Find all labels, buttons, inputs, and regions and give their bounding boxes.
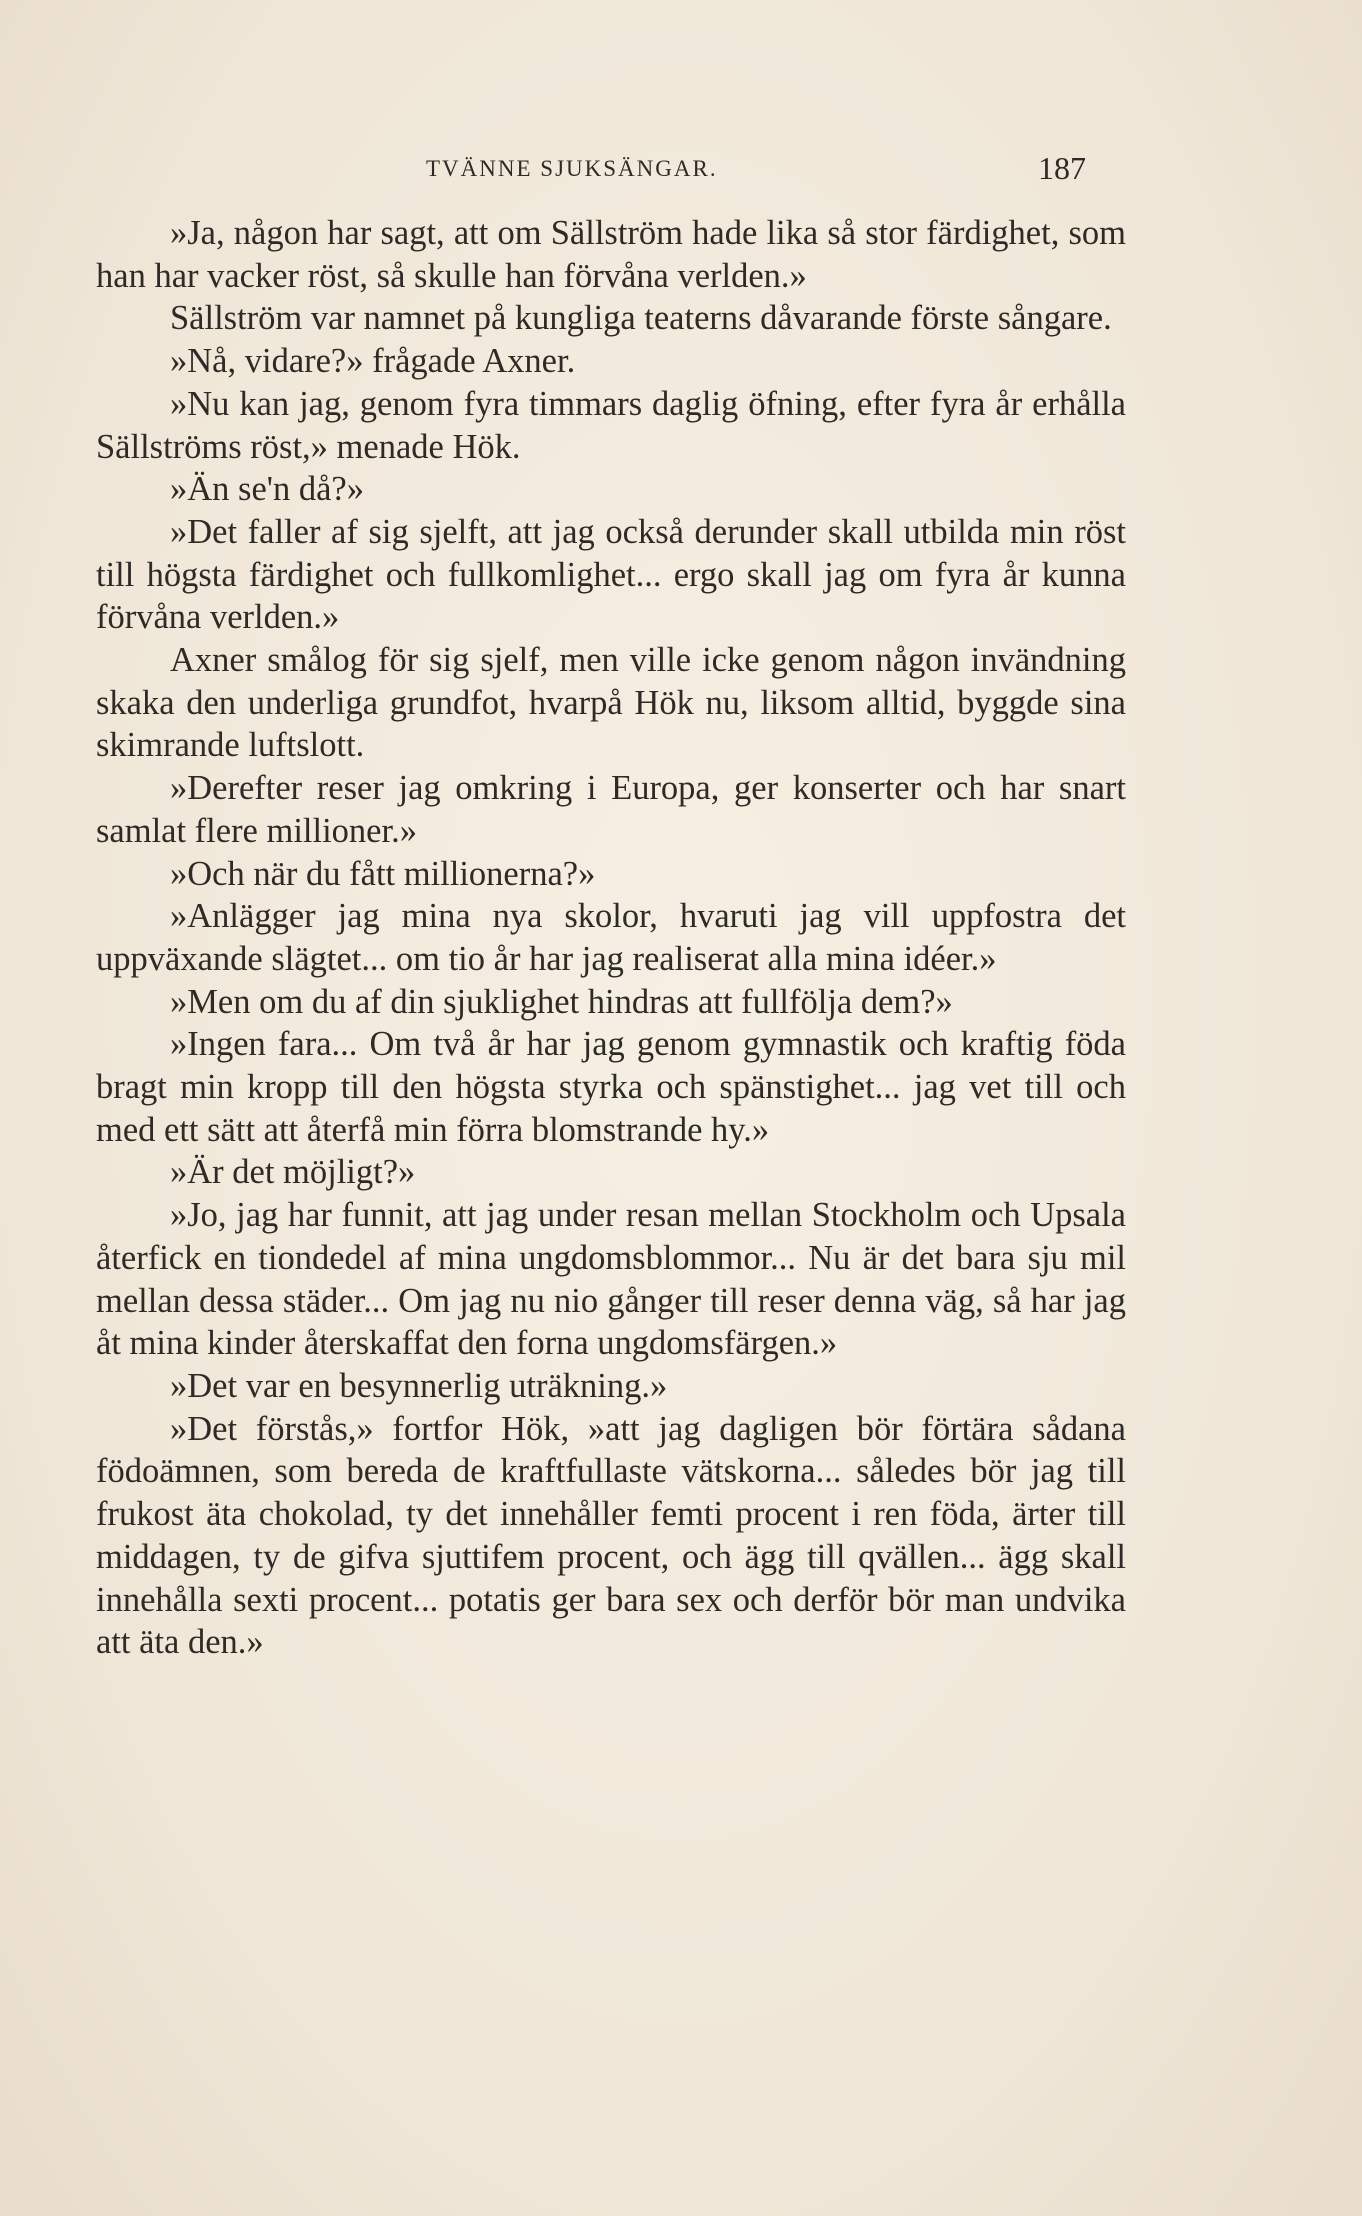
paragraph: »Och när du fått millionerna?» <box>170 854 596 893</box>
paragraph: »Nå, vidare?» frågade Axner. <box>170 342 576 381</box>
paragraph: »Det förstås,» fortfor Hök, »att jag dagligen bör förtära sådana födoämnen, som bereda de kraftfullaste vätskorna... således bör jag till frukost äta chokolad, ty det innehåller femti procent i ren föda, ärter till middagen, ty de gifva sjuttifem procent, och ägg till qvällen... ägg skall innehålla sexti procent... potatis ger bara sex och derför bör man undvika att äta den.» <box>96 1409 1126 1662</box>
paragraph: »Ingen fara... Om två år har jag genom gymnastik och kraftig föda bragt min kropp till den högsta styrka och spänstighet... jag vet till och med ett sätt att återfå min förra blomstrande hy.» <box>96 1025 1126 1149</box>
paragraph: »Men om du af din sjuklighet hindras att fullfölja dem?» <box>170 982 953 1021</box>
paragraph: »Ja, någon har sagt, att om Sällström hade lika så stor färdighet, som han har vacker röst, så skulle han förvåna verlden.» <box>96 214 1126 295</box>
page-body <box>96 212 1126 1664</box>
page-number: 187 <box>1038 150 1086 186</box>
paragraph: »Derefter reser jag omkring i Europa, ger konserter och har snart samlat flere millioner.» <box>96 769 1126 850</box>
paragraph: »Jo, jag har funnit, att jag under resan mellan Stockholm och Upsala återfick en tiondedel af mina ungdomsblommor... Nu är det bara sju mil mellan dessa städer... Om jag nu nio gånger till reser denna väg, så har jag åt mina kinder återskaffat den forna ungdomsfärgen.» <box>96 1196 1126 1363</box>
paragraph: »Anlägger jag mina nya skolor, hvaruti jag vill uppfostra det uppväxande slägtet... om tio år har jag realiserat alla mina idéer.» <box>96 897 1126 978</box>
paragraph: »Det faller af sig sjelft, att jag också derunder skall utbilda min röst till högsta färdighet och fullkomlighet... ergo skall jag om fyra år kunna förvåna verlden.» <box>96 512 1126 637</box>
paragraph: Sällström var namnet på kungliga teaterns dåvarande förste sångare. <box>170 299 1112 338</box>
paragraph: »Är det möjligt?» <box>170 1153 416 1192</box>
paragraph: »Än se'n då?» <box>170 470 364 509</box>
page-header <box>96 150 1086 190</box>
running-title: TVÄNNE SJUKSÄNGAR. <box>426 156 718 181</box>
paragraph: »Nu kan jag, genom fyra timmars daglig öfning, efter fyra år erhålla Sällströms röst,» menade Hök. <box>96 384 1126 466</box>
paragraph: »Det var en besynnerlig uträkning.» <box>170 1366 668 1405</box>
paragraph: Axner smålog för sig sjelf, men ville icke genom någon invändning skaka den underliga grundfot, hvarpå Hök nu, liksom alltid, byggde sina skimrande luftslott. <box>96 641 1126 765</box>
